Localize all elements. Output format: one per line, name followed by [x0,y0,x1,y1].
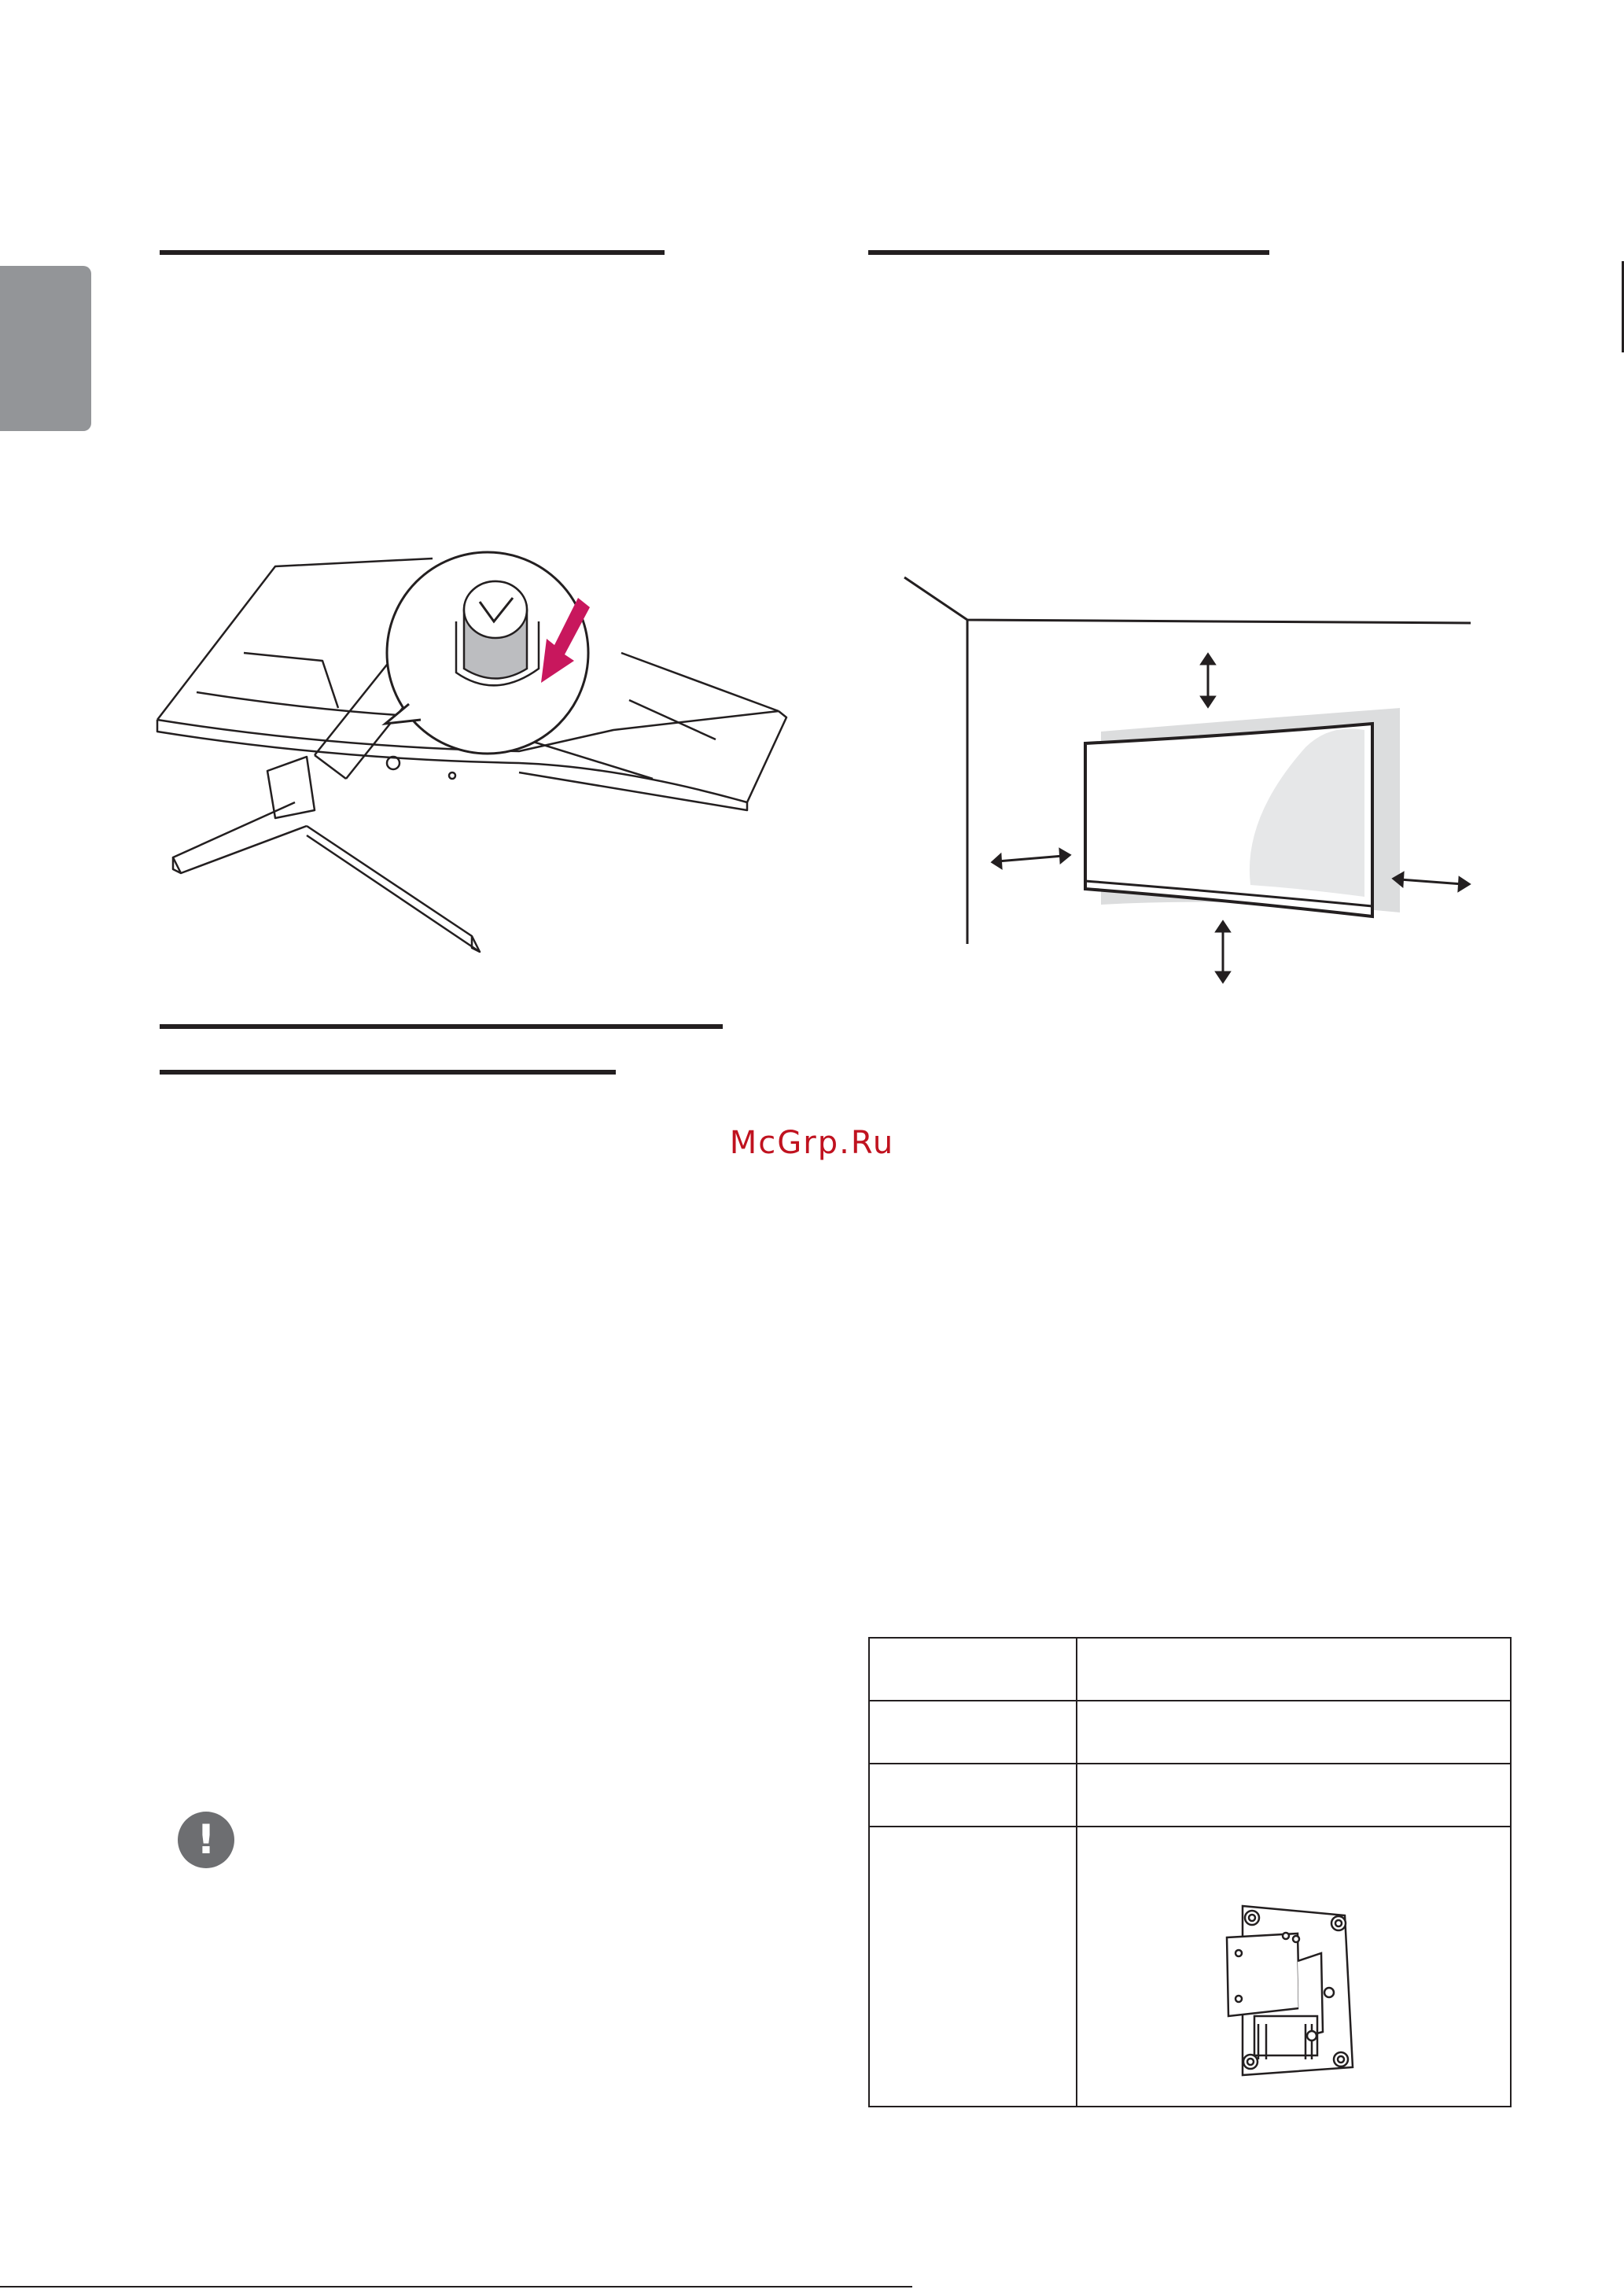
wall-mount-spec-table [868,1637,1512,2107]
table-row [869,1827,1511,2107]
wall-clearance-illustration [897,566,1479,991]
table-row [869,1701,1511,1764]
table-row [869,1764,1511,1827]
table-cell-label [869,1827,1077,2107]
caution-exclamation-icon: ! [178,1812,234,1868]
table-cell-value [1077,1638,1511,1701]
table-cell-value [1077,1827,1511,2107]
table-cell-label [869,1764,1077,1827]
table-cell-value [1077,1701,1511,1764]
table-cell-value [1077,1764,1511,1827]
heading-rule-right [868,250,1269,255]
table-cell-label [869,1701,1077,1764]
heading-rule-lower-1 [160,1024,723,1029]
table-cell-label [869,1638,1077,1701]
chapter-tab [0,266,91,431]
heading-rule-left [160,250,665,255]
stand-removal-illustration [149,543,810,968]
wall-mount-plate-illustration [1211,1898,1368,2087]
footer-rule [0,2286,912,2287]
table-row [869,1638,1511,1701]
watermark: McGrp.Ru [729,1125,895,1161]
heading-rule-lower-2 [160,1070,616,1075]
